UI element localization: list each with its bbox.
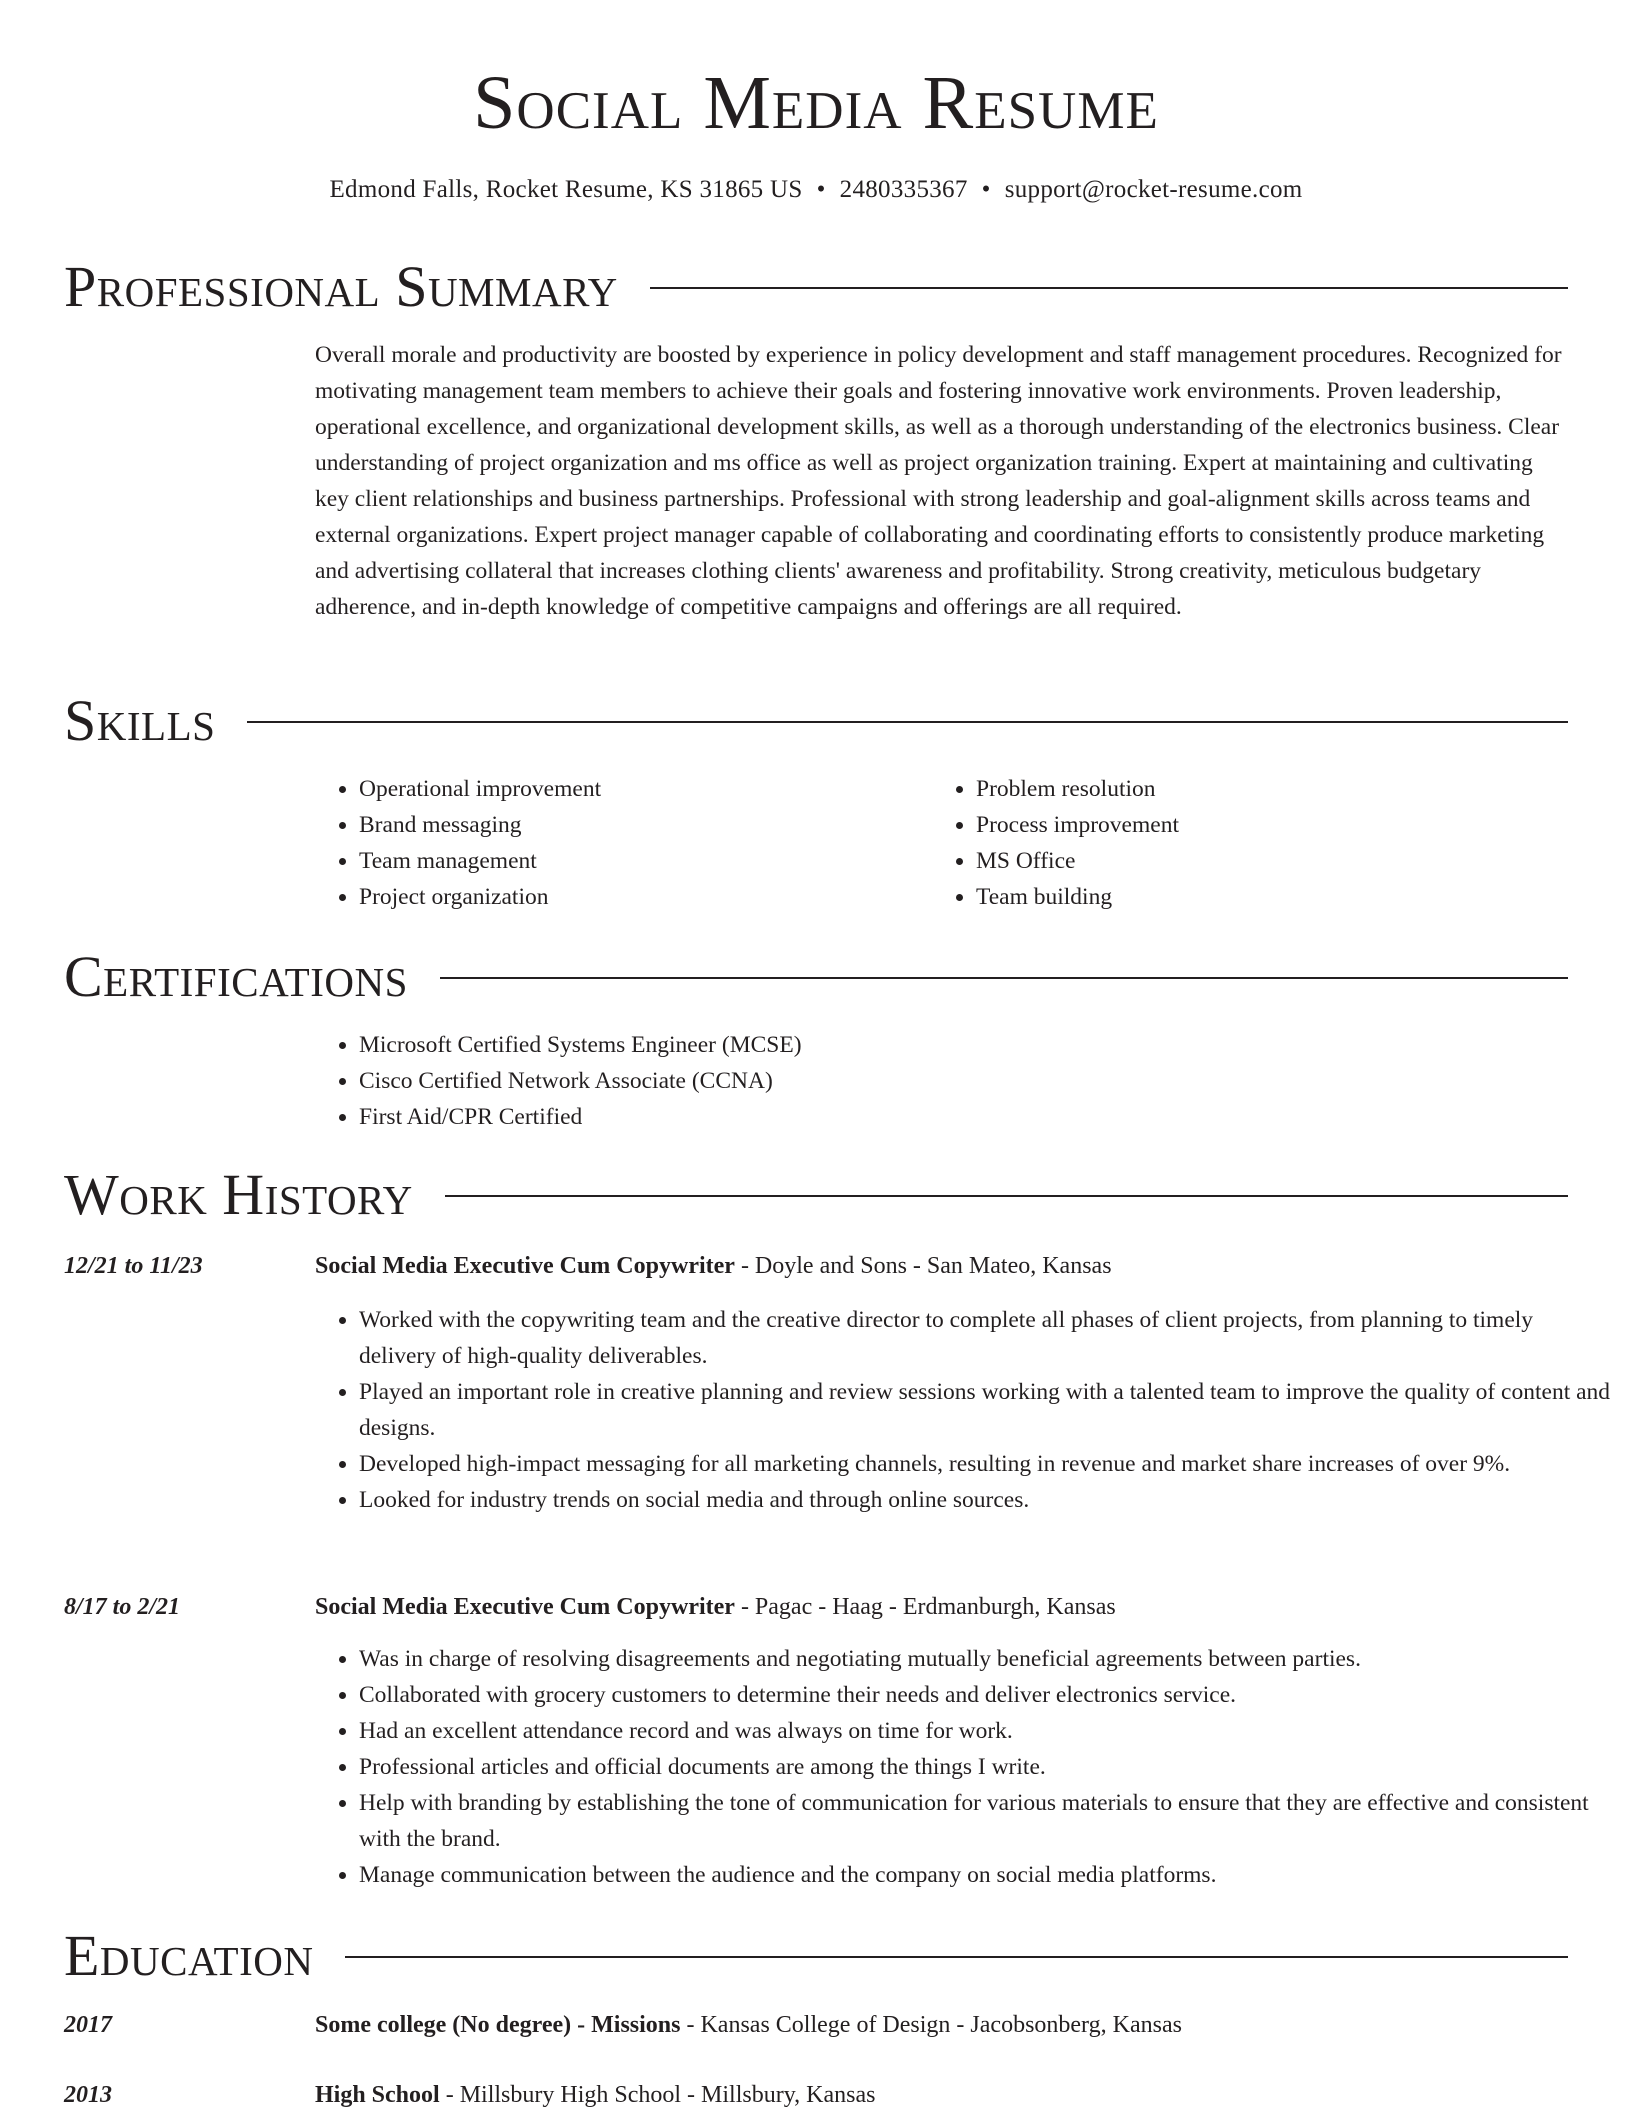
job-title: Social Media Executive Cum Copywriter (315, 1594, 735, 1620)
job-dates: 12/21 to 11/23 (64, 1253, 203, 1279)
job-dates: 8/17 to 2/21 (64, 1594, 181, 1620)
education-year: 2013 (64, 2082, 112, 2108)
skills-list-right (932, 771, 1576, 915)
job-bullet: • Professional articles and official documents are among the things I write. (359, 1749, 1614, 1785)
education-degree: High School (315, 2082, 440, 2108)
job-bullet: • Manage communication between the audience and the company on social media platforms. (359, 1857, 1614, 1893)
skills-section-header (64, 686, 1568, 756)
job-bullet: • Was in charge of resolving disagreements and negotiating mutually beneficial agreements between parties. (359, 1641, 1614, 1677)
skill-item: • Operational improvement (359, 771, 919, 807)
summary-heading: Professional Summary (64, 254, 618, 319)
contact-separator: • (816, 176, 826, 203)
job-header (315, 1589, 1570, 1625)
job-bullet: • Had an excellent attendance record and was always on time for work. (359, 1713, 1614, 1749)
job-employer: - Pagac - Haag - Erdmanburgh, Kansas (734, 1594, 1116, 1620)
section-divider (247, 721, 1568, 723)
education-entry (315, 2007, 1570, 2043)
certification-item: • First Aid/CPR Certified (359, 1099, 1614, 1135)
education-entry (315, 2077, 1570, 2113)
skills-list-left (315, 771, 919, 915)
education-year: 2017 (64, 2012, 112, 2038)
job-bullet: • Help with branding by establishing the tone of communication for various materials to ensure that they are effective and consistent with the brand. (359, 1785, 1614, 1857)
skill-item: • Brand messaging (359, 807, 919, 843)
education-school: - Millsbury High School - Millsbury, Kansas (439, 2082, 876, 2108)
education-degree: Some college (No degree) - Missions (315, 2012, 681, 2038)
skill-item: • Team building (976, 879, 1576, 915)
job-bullets (315, 1641, 1614, 1893)
contact-address: Edmond Falls, Rocket Resume, KS 31865 US (329, 176, 803, 203)
education-section-header (64, 1921, 1568, 1991)
job-bullet: • Looked for industry trends on social media and through online sources. (359, 1482, 1614, 1518)
summary-text: Overall morale and productivity are boosted by experience in policy development and staff management procedures. Recognized for motivating management team members to achieve their goals and fostering innovative work environments. Proven leadership, operational excellence, and organizational development skills, as well as a thorough understanding of the electronics business. Clear understanding of project organization and ms office as well as project organization training. Expert at maintaining and cultivating key client relationships and business partnerships. Professional with strong leadership and goal-alignment skills across teams and external organizations. Expert project manager capable of collaborating and coordinating efforts to consistently produce marketing and advertising collateral that increases clothing clients' awareness and profitability. Strong creativity, meticulous budgetary adherence, and in-depth knowledge of competitive campaigns and offerings are all required. (315, 342, 1562, 620)
certification-item: • Cisco Certified Network Associate (CCNA) (359, 1063, 1614, 1099)
contact-separator: • (981, 176, 991, 203)
section-divider (345, 1956, 1568, 1958)
education-heading: Education (64, 1923, 314, 1988)
job-bullet: • Worked with the copywriting team and the creative director to complete all phases of client projects, from planning to timely delivery of high-quality deliverables. (359, 1302, 1614, 1374)
contact-line (0, 175, 1632, 205)
certifications-heading: Certifications (64, 944, 408, 1009)
resume-name: Social Media Resume (473, 61, 1159, 145)
skill-item: • Process improvement (976, 807, 1576, 843)
skills-heading: Skills (64, 688, 216, 753)
job-header (315, 1248, 1570, 1284)
education-school: - Kansas College of Design - Jacobsonberg, Kansas (680, 2012, 1182, 2038)
section-divider (445, 1195, 1568, 1197)
skill-item: • Team management (359, 843, 919, 879)
certification-item: • Microsoft Certified Systems Engineer (MCSE) (359, 1027, 1614, 1063)
work-section-header (64, 1160, 1568, 1230)
job-bullets (315, 1302, 1614, 1518)
job-bullet: • Collaborated with grocery customers to determine their needs and deliver electronics service. (359, 1677, 1614, 1713)
job-bullet: • Developed high-impact messaging for all marketing channels, resulting in revenue and market share increases of over 9%. (359, 1446, 1614, 1482)
contact-phone: 2480335367 (839, 176, 968, 203)
summary-section-header (64, 252, 1568, 322)
skill-item: • Project organization (359, 879, 919, 915)
job-employer: - Doyle and Sons - San Mateo, Kansas (734, 1253, 1112, 1279)
job-bullet: • Played an important role in creative planning and review sessions working with a talented team to improve the quality of content and designs. (359, 1374, 1614, 1446)
contact-email: support@rocket-resume.com (1004, 176, 1303, 203)
job-title: Social Media Executive Cum Copywriter (315, 1253, 735, 1279)
skill-item: • MS Office (976, 843, 1576, 879)
section-divider (440, 977, 1568, 979)
section-divider (650, 287, 1568, 289)
skill-item: • Problem resolution (976, 771, 1576, 807)
certifications-list (315, 1027, 1614, 1135)
certifications-section-header (64, 942, 1568, 1012)
work-heading: Work History (64, 1162, 413, 1227)
